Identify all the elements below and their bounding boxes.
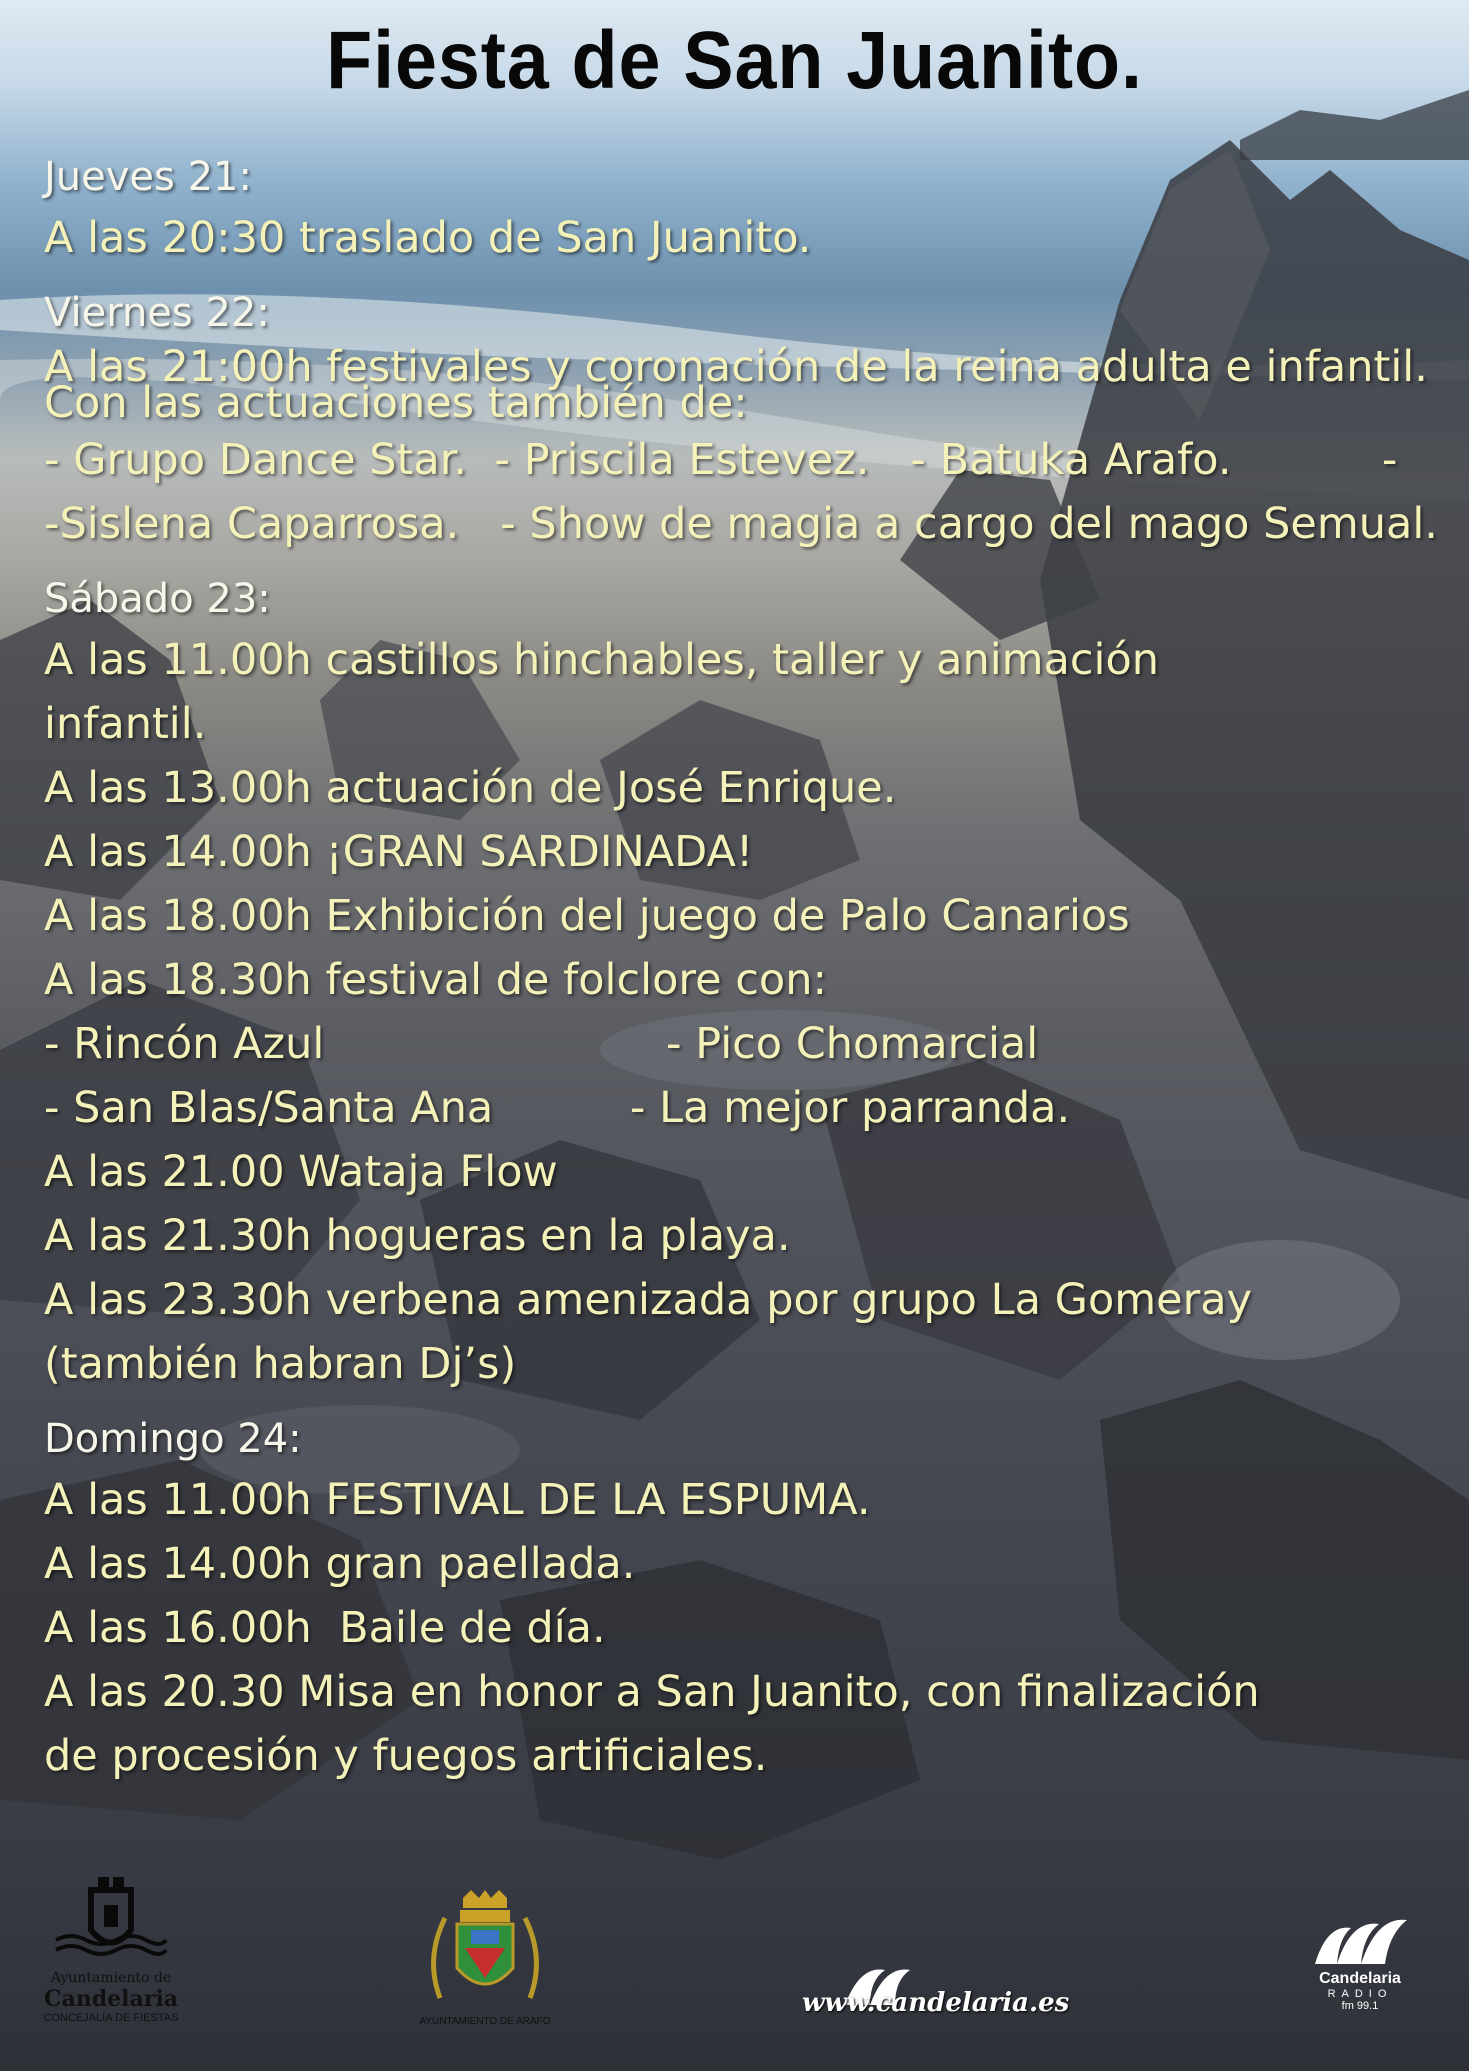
day-section-thursday xyxy=(44,148,1454,270)
event-line: A las 13.00h actuación de José Enrique. xyxy=(44,763,897,813)
event-program xyxy=(44,148,1454,1788)
website-logo xyxy=(800,1968,1070,2028)
event-line: A las 11.00h FESTIVAL DE LA ESPUMA. xyxy=(44,1475,871,1525)
tower-emblem-icon xyxy=(36,1870,186,1970)
day-section-sunday xyxy=(44,1410,1454,1788)
event-line: A las 11.00h castillos hinchables, taller y animación xyxy=(44,635,1160,685)
event-line: - Rincón Azul - Pico Chomarcial xyxy=(44,1019,1039,1069)
coat-of-arms-icon xyxy=(405,1888,565,2018)
day-heading: Domingo 24: xyxy=(44,1416,302,1462)
logo-caption: Candelaria xyxy=(1319,1970,1401,1987)
event-line: A las 14.00h gran paellada. xyxy=(44,1539,636,1589)
event-line: A las 21:00h festivales y coronación de la reina adulta e infantil. xyxy=(44,342,1428,392)
event-line: - Grupo Dance Star. - Priscila Estevez. - Batuka Arafo. - xyxy=(44,435,1398,485)
event-line: A las 20:30 traslado de San Juanito. xyxy=(44,213,812,263)
website-url: www.candelaria.es xyxy=(802,1988,1070,2018)
candelaria-council-logo xyxy=(36,1870,186,2024)
event-line: de procesión y fuegos artificiales. xyxy=(44,1731,768,1781)
event-line: A las 23.30h verbena amenizada por grupo La Gomeray xyxy=(44,1275,1253,1325)
event-line: Con las actuaciones también de: xyxy=(44,378,748,428)
logo-caption: CONCEJALÍA DE FIESTAS xyxy=(43,2012,179,2024)
event-line: A las 18.00h Exhibición del juego de Palo Canarios xyxy=(44,891,1130,941)
page-title: Fiesta de San Juanito. xyxy=(326,15,1143,106)
event-line: (también habran Dj’s) xyxy=(44,1339,517,1389)
event-line: A las 14.00h ¡GRAN SARDINADA! xyxy=(44,827,754,877)
event-line: - San Blas/Santa Ana - La mejor parranda. xyxy=(44,1083,1071,1133)
event-line: infantil. xyxy=(44,699,207,749)
day-section-friday xyxy=(44,284,1454,556)
radio-wave-logo-icon xyxy=(1305,1912,1415,1970)
day-heading: Viernes 22: xyxy=(44,290,270,336)
event-line: A las 18.30h festival de folclore con: xyxy=(44,955,827,1005)
arafo-council-logo xyxy=(405,1888,565,2027)
logo-caption: Candelaria xyxy=(44,1986,178,2012)
event-line: -Sislena Caparrosa. - Show de magia a cargo del mago Semual. xyxy=(44,499,1438,549)
day-heading: Sábado 23: xyxy=(44,576,271,622)
event-line: A las 16.00h Baile de día. xyxy=(44,1603,606,1653)
event-line: A las 20.30 Misa en honor a San Juanito, con finalización xyxy=(44,1667,1260,1717)
day-section-saturday xyxy=(44,570,1454,1396)
logo-caption: fm 99.1 xyxy=(1341,2000,1379,2012)
logo-caption: Ayuntamiento de xyxy=(50,1970,172,1986)
logo-caption: AYUNTAMIENTO DE ARAFO xyxy=(419,2016,551,2027)
day-heading: Jueves 21: xyxy=(44,154,252,200)
event-line: A las 21.30h hogueras en la playa. xyxy=(44,1211,791,1261)
event-line: A las 21.00 Wataja Flow xyxy=(44,1147,558,1197)
logo-caption: RADIO xyxy=(1327,1988,1393,2000)
candelaria-radio-logo xyxy=(1305,1912,1415,2012)
